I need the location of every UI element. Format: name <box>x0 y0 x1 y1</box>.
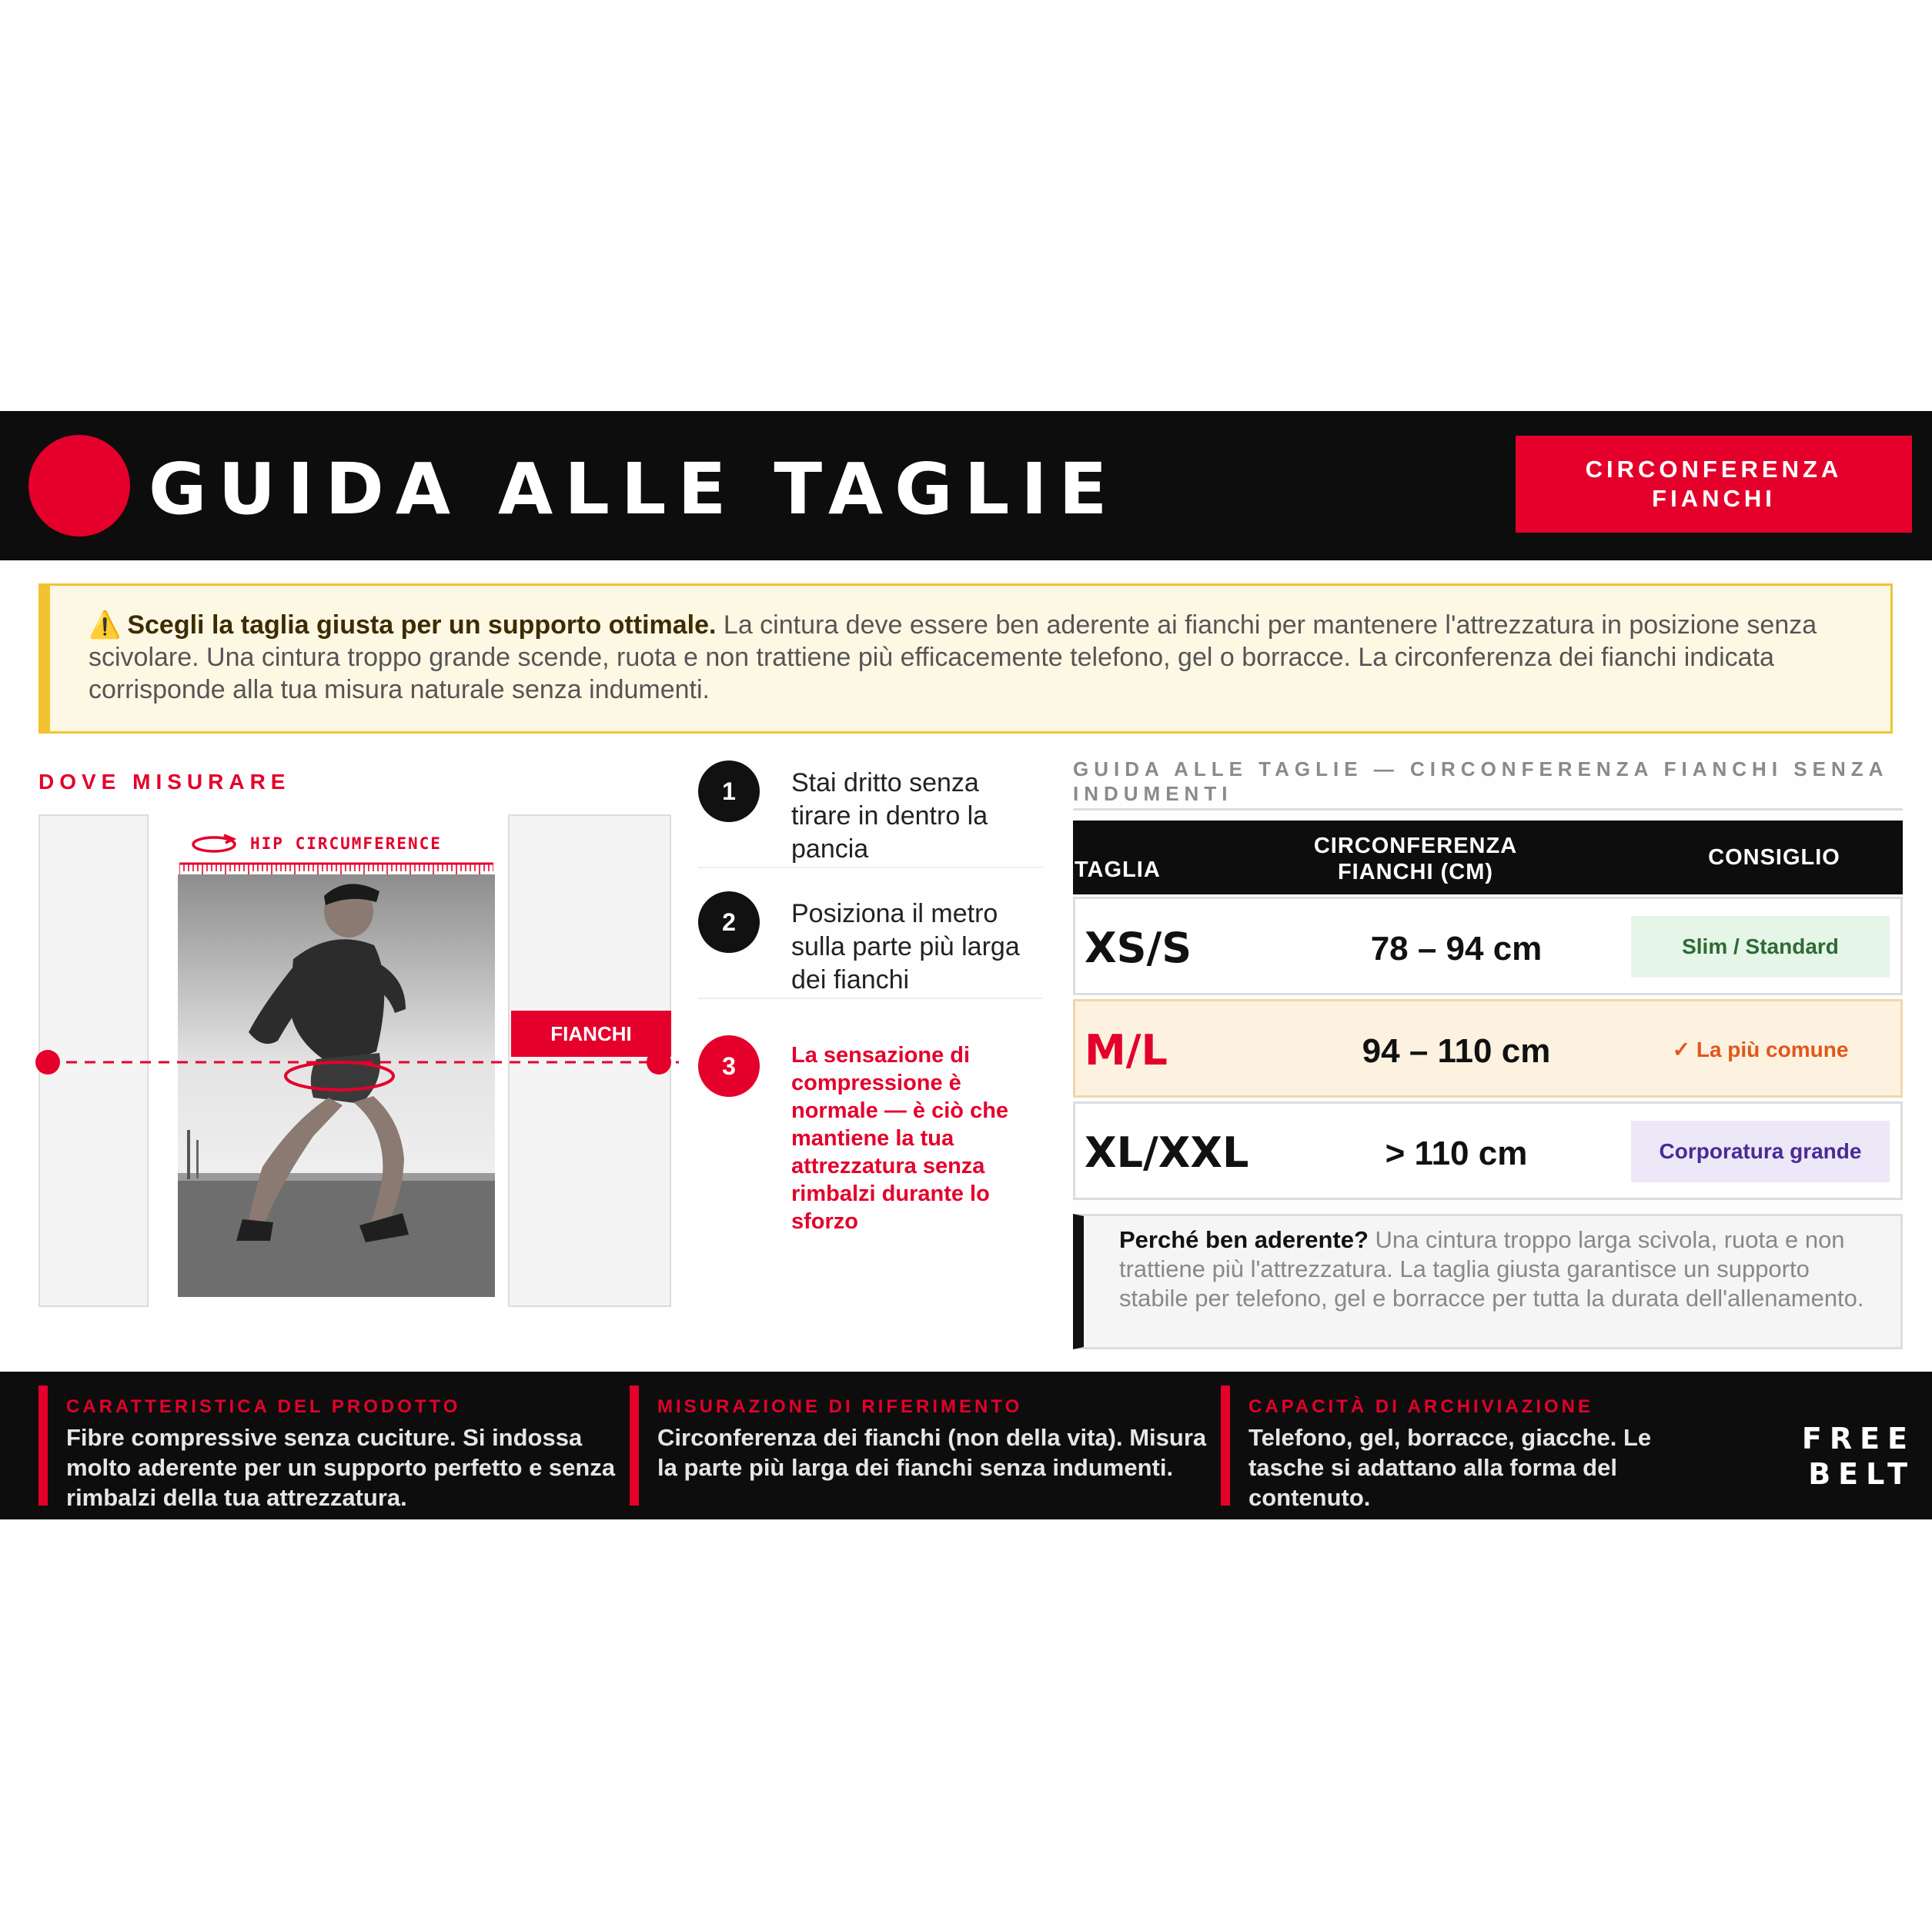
feature-heading: CAPACITÀ DI ARCHIVIAZIONE <box>1248 1396 1593 1417</box>
size-label: XL/XXL <box>1085 1128 1249 1177</box>
header-size: TAGLIA <box>1075 857 1161 882</box>
advice-badge: Corporatura grande <box>1631 1121 1890 1182</box>
size-table-header <box>1073 821 1903 894</box>
table-row <box>1073 1101 1903 1200</box>
table-row <box>1073 897 1903 995</box>
feature-product <box>38 1385 623 1511</box>
red-dot-logo <box>28 435 130 536</box>
why-text: Una cintura troppo larga scivola, ruota e non trattiene più l'attrezzatura. La taglia giusta garantisce un supporto stabile per telefono, gel e borracce per tutta la durata dell'allenamento. <box>1119 1226 1864 1312</box>
step-number: 2 <box>698 891 760 953</box>
header-bar <box>0 411 1932 560</box>
step-divider <box>698 998 1043 999</box>
step-text: La sensazione di compressione è normale — è ciò che mantiene la tua attrezzatura senza rimbalzi durante lo sforzo <box>791 1043 1009 1234</box>
step-3 <box>698 1035 1043 1251</box>
size-table-title: GUIDA ALLE TAGLIE — CIRCONFERENZA FIANCHI SENZA INDUMENTI <box>1073 757 1888 805</box>
header-advice: CONSIGLIO <box>1708 845 1840 870</box>
fianchi-tag: FIANCHI <box>511 1011 671 1057</box>
step-divider <box>698 867 1043 868</box>
why-snug-note <box>1073 1214 1903 1349</box>
why-bold: Perché ben aderente? <box>1119 1226 1369 1253</box>
feature-heading: MISURAZIONE DI RIFERIMENTO <box>657 1396 1023 1417</box>
header-hip-circumference: CIRCONFERENZA FIANCHI (CM) <box>1313 834 1518 884</box>
hip-circumference-caption <box>190 832 442 855</box>
notice-text: La cintura deve essere ben aderente ai fianchi per mantenere l'attrezzatura in posizione senza scivolare. Una cintura troppo grande scende, ruota e non trattiene più efficacemente telefono, gel o borracce. La circonferenza dei fianchi indicata corrisponde alla tua misura naturale senza indumenti. <box>89 610 1817 704</box>
where-to-measure-label: DOVE MISURARE <box>38 770 291 794</box>
brand-line-2: BELT <box>1808 1457 1915 1491</box>
hip-measure-line <box>31 1047 693 1078</box>
warning-icon: ⚠️ <box>89 610 122 640</box>
footer-bar <box>0 1372 1932 1519</box>
tape-loop-icon <box>190 832 238 855</box>
feature-body: Fibre compressive senza cuciture. Si indossa molto aderente per un supporto perfetto e senza rimbalzi della tua attrezzatura. <box>66 1424 616 1511</box>
hip-circumference-badge <box>1516 436 1912 533</box>
step-1 <box>698 760 1043 868</box>
size-label: M/L <box>1085 1026 1168 1075</box>
notice-bold: Scegli la taglia giusta per un supporto ottimale. <box>127 610 717 640</box>
step-text: Stai dritto senza tirare in dentro la pancia <box>791 768 988 864</box>
feature-body: Circonferenza dei fianchi (non della vita). Misura la parte più larga dei fianchi senza indumenti. <box>657 1424 1207 1481</box>
page-title: GUIDA ALLE TAGLIE <box>149 448 1119 530</box>
advice-badge: ✓ La più comune <box>1672 1037 1849 1061</box>
step-number: 3 <box>698 1035 760 1097</box>
feature-storage <box>1221 1385 1713 1511</box>
runner-photo <box>178 874 495 1297</box>
table-row <box>1073 999 1903 1098</box>
size-label: XS/S <box>1085 924 1192 972</box>
badge-line-1: CIRCONFERENZA <box>1585 456 1843 483</box>
size-table-title-divider <box>1073 808 1903 811</box>
hip-range: 94 – 110 cm <box>1362 1032 1551 1070</box>
step-text: Posiziona il metro sulla parte più larga dei fianchi <box>791 899 1020 994</box>
feature-measurement <box>630 1385 1215 1506</box>
feature-body: Telefono, gel, borracce, giacche. Le tasche si adattano alla forma del contenuto. <box>1248 1424 1652 1511</box>
step-number: 1 <box>698 760 760 822</box>
badge-line-2: FIANCHI <box>1652 485 1776 512</box>
warning-notice <box>38 583 1893 734</box>
advice-badge: Slim / Standard <box>1631 916 1890 978</box>
hip-circumference-text: HIP CIRCUMFERENCE <box>250 834 442 853</box>
brand-logo <box>1802 1421 1915 1492</box>
feature-heading: CARATTERISTICA DEL PRODOTTO <box>66 1396 461 1417</box>
step-2 <box>698 891 1043 999</box>
hip-range: > 110 cm <box>1385 1135 1528 1172</box>
brand-line-1: FREE <box>1801 1422 1915 1456</box>
hip-range: 78 – 94 cm <box>1370 930 1543 968</box>
